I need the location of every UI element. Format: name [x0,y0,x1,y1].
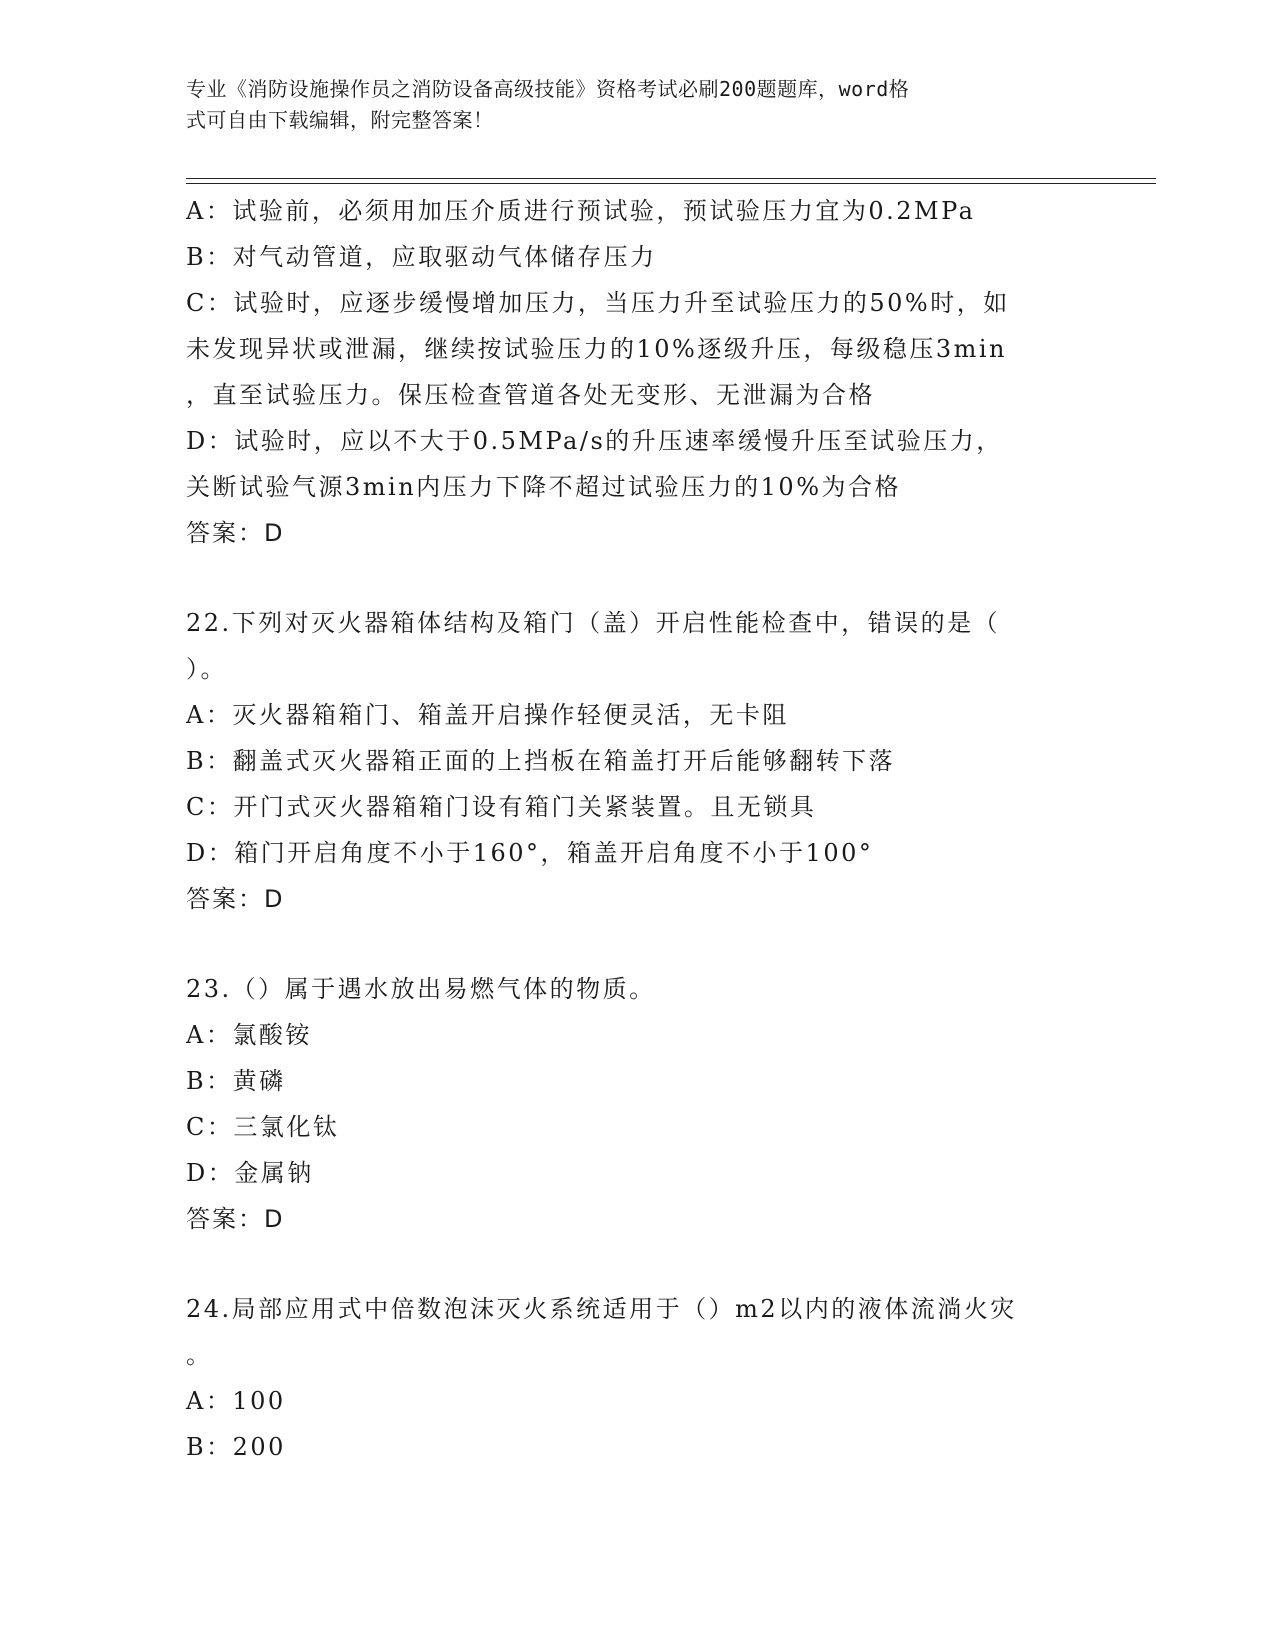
option-a: A：灭火器箱箱门、箱盖开启操作轻便灵活，无卡阻 [186,701,789,729]
question-text: 22.下列对灭火器箱体结构及箱门（盖）开启性能检查中，错误的是（ [186,609,1001,637]
option-a: A：试验前，必须用加压介质进行预试验，预试验压力宜为0.2MPa [186,197,976,225]
option-c: C：开门式灭火器箱箱门设有箱门关紧装置。且无锁具 [186,793,817,821]
answer: 答案：D [186,885,285,913]
option-c: C：三氯化钛 [186,1113,340,1141]
option-c: C：试验时，应逐步缓慢增加压力，当压力升至试验压力的50%时，如 [186,289,1010,317]
option-a: A：氯酸铵 [186,1021,312,1049]
document-header [186,74,1066,136]
question-22 [186,600,1086,922]
header-line-1: 专业《消防设施操作员之消防设备高级技能》资格考试必刷200题题库，word格 [186,77,910,101]
option-b: B：200 [186,1433,286,1461]
question-text: 24.局部应用式中倍数泡沫灭火系统适用于（）m2以内的液体流淌火灾 [186,1295,1017,1323]
option-c-cont-1: 未发现异状或泄漏，继续按试验压力的10%逐级升压，每级稳压3min [186,335,1008,363]
header-rule-top [186,178,1156,179]
question-text-cont: ）。 [186,655,227,683]
option-b: B：黄磷 [186,1067,286,1095]
question-text: 23.（）属于遇水放出易燃气体的物质。 [186,975,656,1003]
question-24 [186,1286,1086,1470]
option-a: A：100 [186,1387,286,1415]
option-d: D：金属钠 [186,1159,314,1187]
option-b: B：对气动管道，应取驱动气体储存压力 [186,243,657,271]
option-c-cont-2: ，直至试验压力。保压检查管道各处无变形、无泄漏为合格 [186,381,875,409]
header-rule-bottom [186,183,1156,184]
question-21-options [186,188,1086,556]
document-body [186,188,1086,1470]
option-d: D：试验时，应以不大于0.5MPa/s的升压速率缓慢升压至试验压力， [186,427,1003,455]
option-d: D：箱门开启角度不小于160°，箱盖开启角度不小于100° [186,839,874,867]
answer: 答案：D [186,519,285,547]
question-23 [186,966,1086,1242]
question-text-cont: 。 [186,1341,213,1369]
option-b: B：翻盖式灭火器箱正面的上挡板在箱盖打开后能够翻转下落 [186,747,896,775]
option-d-cont: 关断试验气源3min内压力下降不超过试验压力的10%为合格 [186,473,902,501]
answer: 答案：D [186,1205,285,1233]
header-line-2: 式可自由下载编辑，附完整答案！ [186,108,494,132]
